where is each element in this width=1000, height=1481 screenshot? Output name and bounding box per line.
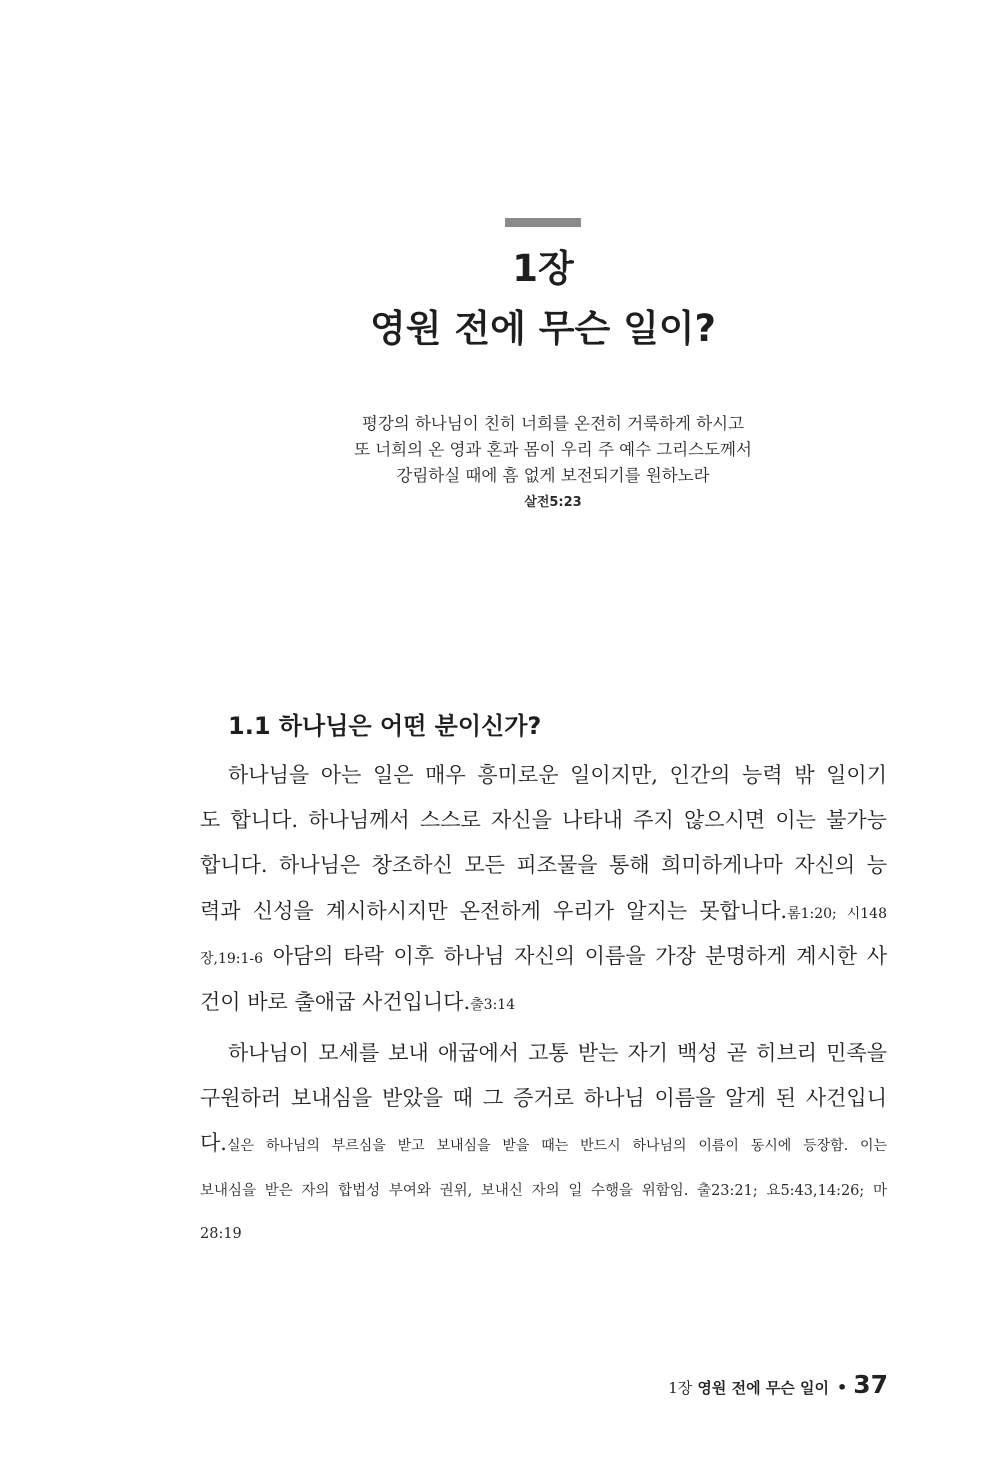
chapter-number: 1장 (512, 247, 574, 290)
body-text-line: 합니다. 하나님은 창조하신 모든 피조물을 통해 희미하게나마 자신의 능 (200, 853, 887, 877)
chapter-title: 영원 전에 무슨 일이? (369, 307, 717, 350)
body-text-line (200, 941, 887, 974)
note-line: 보내심을 받은 자의 합법성 부여와 권위, 보내신 자의 일 수행을 위함임. 출23:21; 요5:43,14:26; 마 (200, 1183, 887, 1199)
scripture-reference: 출3:14 (470, 997, 516, 1013)
epigraph (300, 411, 806, 515)
page-footer (668, 1370, 888, 1399)
body-text-line: 하나님을 아는 일은 매우 흥미로운 일이지만, 인간의 능력 밖 일이기 (228, 763, 887, 787)
body-text-line (200, 987, 887, 1020)
body-text-line (200, 1128, 887, 1161)
body-text: 력과 신성을 계시하시지만 온전하게 우리가 알지는 못합니다. (200, 899, 788, 923)
body-text-line: 하나님이 모세를 보내 애굽에서 고통 받는 자기 백성 곧 히브리 민족을 (228, 1041, 887, 1065)
scripture-reference: 장,19:1-6 (200, 951, 264, 967)
body-text-line: 도 합니다. 하나님께서 스스로 자신을 나타내 주지 않으시면 이는 불가능 (200, 808, 887, 832)
section-heading: 1.1 하나님은 어떤 분이신가? (228, 712, 542, 740)
body-text: 건이 바로 출애굽 사건입니다. (200, 990, 471, 1014)
page-number: 37 (853, 1370, 888, 1399)
epigraph-line: 평강의 하나님이 친히 너희를 온전히 거룩하게 하시고 (361, 414, 745, 433)
epigraph-reference: 살전5:23 (524, 495, 582, 510)
chapter-divider-bar (505, 218, 581, 227)
body-text: 아담의 타락 이후 하나님 자신의 이름을 가장 분명하게 계시한 사 (263, 944, 887, 968)
epigraph-line: 강림하실 때에 흠 없게 보전되기를 원하노라 (396, 466, 710, 485)
inline-note: 실은 하나님의 부르심을 받고 보내심을 받을 때는 반드시 하나님의 이름이 동시에 등장함. 이는 (226, 1138, 887, 1154)
footer-bullet: • (836, 1378, 848, 1397)
note-line: 28:19 (200, 1226, 242, 1242)
body-text: 다. (200, 1131, 227, 1155)
body-text-line: 구원하러 보내심을 받았을 때 그 증거로 하나님 이름을 알게 된 사건입니 (200, 1086, 887, 1110)
scripture-reference: 롬1:20; 시148 (787, 906, 887, 922)
epigraph-line: 또 너희의 온 영과 혼과 몸이 우리 주 예수 그리스도께서 (354, 440, 752, 459)
footer-chapter-label: 1장 (668, 1379, 693, 1397)
body-text-line (200, 896, 887, 929)
footer-chapter-title: 영원 전에 무슨 일이 (697, 1379, 829, 1397)
